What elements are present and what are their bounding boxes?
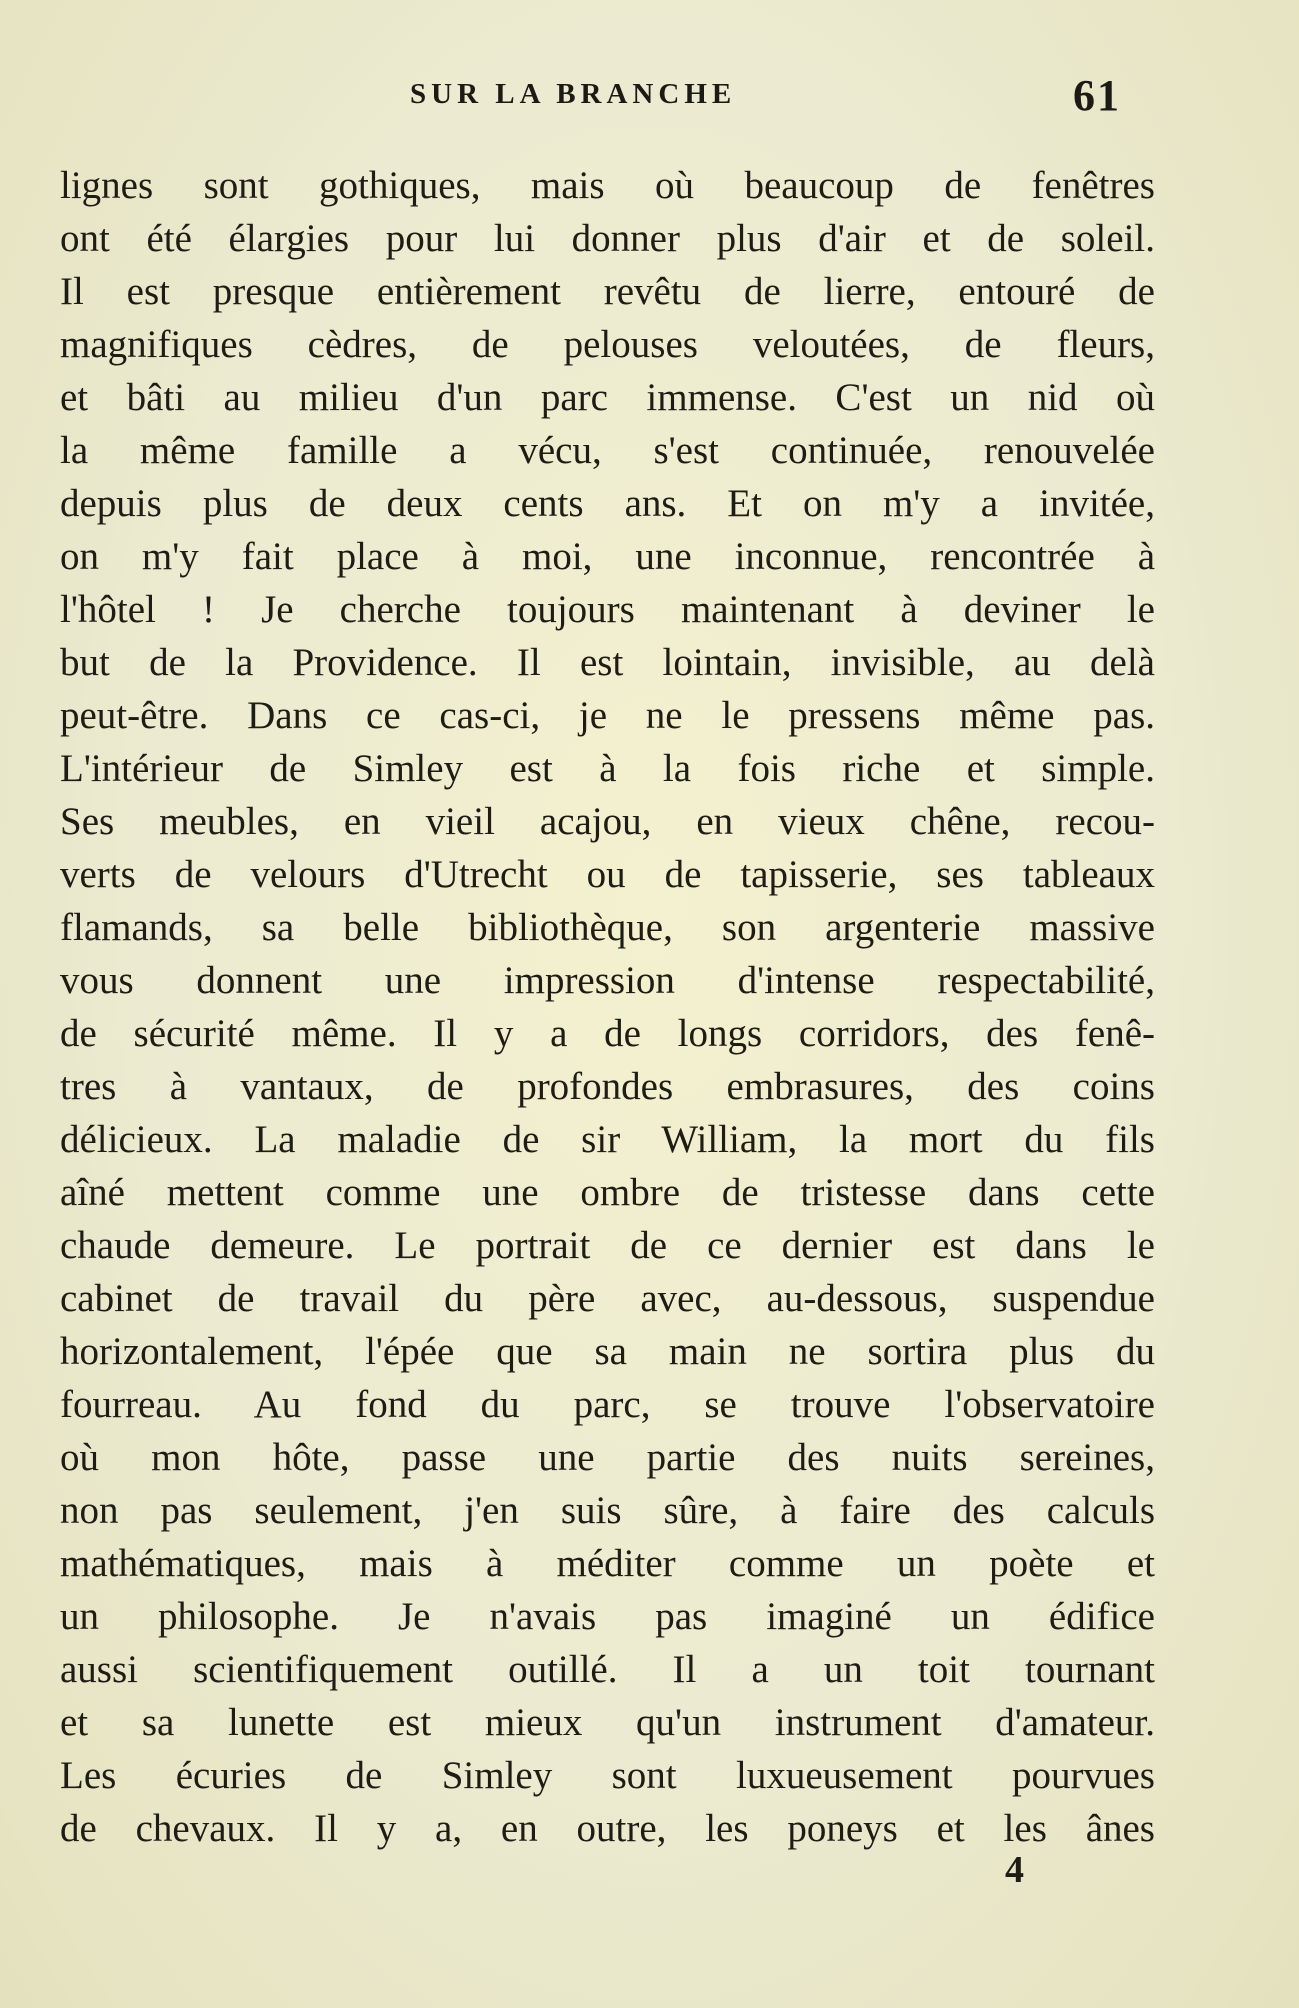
text-line: peut-être. Dans ce cas-ci, je ne le pressens même pas. — [60, 694, 1155, 737]
body-text — [60, 159, 1155, 1855]
text-line: Les écuries de Simley sont luxueusement pourvues — [60, 1754, 1155, 1797]
text-line: depuis plus de deux cents ans. Et on m'y a invitée, — [60, 482, 1155, 525]
text-line: la même famille a vécu, s'est continuée, renouvelée — [60, 429, 1155, 472]
signature-mark: 4 — [1005, 1849, 1024, 1891]
running-head — [0, 71, 1299, 120]
text-line: ont été élargies pour lui donner plus d'air et de soleil. — [60, 217, 1155, 260]
text-line: L'intérieur de Simley est à la fois riche et simple. — [60, 747, 1155, 790]
text-line: de chevaux. Il y a, en outre, les poneys et les ânes — [60, 1807, 1155, 1850]
text-line: vous donnent une impression d'intense respectabilité, — [60, 959, 1155, 1002]
text-line: aîné mettent comme une ombre de tristesse dans cette — [60, 1171, 1155, 1214]
text-line: cabinet de travail du père avec, au-dessous, suspendue — [60, 1277, 1155, 1320]
text-line: tres à vantaux, de profondes embrasures, des coins — [60, 1065, 1155, 1108]
text-line: où mon hôte, passe une partie des nuits sereines, — [60, 1436, 1155, 1479]
text-line: verts de velours d'Utrecht ou de tapisserie, ses tableaux — [60, 853, 1155, 896]
running-title: SUR LA BRANCHE — [410, 78, 737, 110]
text-line: aussi scientifiquement outillé. Il a un toit tournant — [60, 1648, 1155, 1691]
text-line: but de la Providence. Il est lointain, invisible, au delà — [60, 641, 1155, 684]
page-number: 61 — [1073, 71, 1121, 120]
text-line: Il est presque entièrement revêtu de lierre, entouré de — [60, 270, 1155, 313]
text-line: Ses meubles, en vieil acajou, en vieux chêne, recou- — [60, 800, 1155, 843]
text-line: délicieux. La maladie de sir William, la mort du fils — [60, 1118, 1155, 1161]
text-line: chaude demeure. Le portrait de ce dernier est dans le — [60, 1224, 1155, 1267]
text-line: l'hôtel ! Je cherche toujours maintenant à deviner le — [60, 588, 1155, 631]
text-line: on m'y fait place à moi, une inconnue, rencontrée à — [60, 535, 1155, 578]
text-line: et sa lunette est mieux qu'un instrument d'amateur. — [60, 1701, 1155, 1744]
text-line: et bâti au milieu d'un parc immense. C'est un nid où — [60, 376, 1155, 419]
text-line: fourreau. Au fond du parc, se trouve l'observatoire — [60, 1383, 1155, 1426]
text-line: un philosophe. Je n'avais pas imaginé un édifice — [60, 1595, 1155, 1638]
text-line: de sécurité même. Il y a de longs corridors, des fenê- — [60, 1012, 1155, 1055]
text-line: mathématiques, mais à méditer comme un poète et — [60, 1542, 1155, 1585]
text-line: lignes sont gothiques, mais où beaucoup de fenêtres — [60, 164, 1155, 207]
text-line: horizontalement, l'épée que sa main ne sortira plus du — [60, 1330, 1155, 1373]
text-line: magnifiques cèdres, de pelouses veloutées, de fleurs, — [60, 323, 1155, 366]
text-line: flamands, sa belle bibliothèque, son argenterie massive — [60, 906, 1155, 949]
text-line: non pas seulement, j'en suis sûre, à faire des calculs — [60, 1489, 1155, 1532]
